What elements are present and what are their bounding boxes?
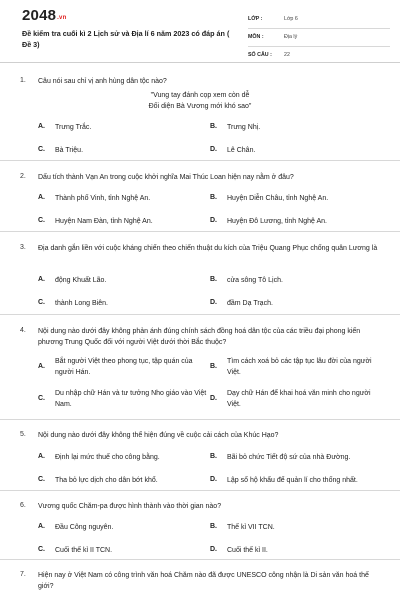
question-text: Dấu tích thành Vạn An trong cuộc khởi nghĩa Mai Thúc Loan hiện nay nằm ở đâu? bbox=[38, 174, 294, 181]
option-text: đầm Dạ Trạch. bbox=[227, 300, 273, 307]
option-text: động Khuất Lão. bbox=[55, 277, 107, 284]
question-number: 1. bbox=[20, 77, 26, 84]
question-6 bbox=[0, 491, 400, 560]
page-title: Đề kiểm tra cuối kì 2 Lịch sử và Địa lí 6 năm 2023 có đáp án ( Đề 3) bbox=[22, 29, 230, 49]
question-2 bbox=[0, 161, 400, 232]
info-row-subject bbox=[248, 29, 390, 47]
option-text: Trưng Nhị. bbox=[227, 124, 261, 131]
question-number: 7. bbox=[20, 571, 26, 578]
option-letter: C. bbox=[38, 476, 45, 483]
info-label: SỐ CÂU : bbox=[248, 52, 272, 58]
option-text: Bà Triệu. bbox=[55, 147, 84, 154]
option-letter: A. bbox=[38, 194, 45, 201]
exam-info-table bbox=[248, 11, 390, 64]
option-text: Lê Chân. bbox=[227, 147, 256, 154]
option-letter: D. bbox=[210, 395, 217, 402]
option-text: thành Long Biên. bbox=[55, 300, 108, 307]
question-number: 4. bbox=[20, 327, 26, 334]
option-letter: C. bbox=[38, 299, 45, 306]
option-text: Cuối thế kỉ II TCN. bbox=[55, 547, 113, 554]
question-text: Hiện nay ở Việt Nam có công trình văn hoá Chăm nào đã được UNESCO công nhận là Di sản văn hoá thế giới? bbox=[38, 572, 369, 590]
quote-line: Đối diện Bà Vương mới khó sao" bbox=[148, 103, 252, 110]
question-3 bbox=[0, 232, 400, 315]
option-letter: C. bbox=[38, 217, 45, 224]
info-label: MÔN : bbox=[248, 34, 264, 40]
info-row-grade bbox=[248, 11, 390, 29]
option-text: Du nhập chữ Hán và tư tưởng Nho giáo vào Việt Nam. bbox=[55, 390, 207, 408]
option-text: Đầu Công nguyên. bbox=[55, 524, 114, 531]
page-header bbox=[0, 0, 400, 63]
question-1 bbox=[0, 62, 400, 161]
option-letter: B. bbox=[210, 194, 217, 201]
question-number: 6. bbox=[20, 502, 26, 509]
question-number: 3. bbox=[20, 244, 26, 251]
logo-suffix: .vn bbox=[57, 15, 67, 21]
option-text: Tìm cách xoá bỏ các tập tục lâu đời của người Việt. bbox=[227, 358, 372, 376]
info-label: LỚP : bbox=[248, 16, 263, 22]
question-text: Câu nói sau chỉ vị anh hùng dân tộc nào? bbox=[38, 78, 167, 85]
option-text: cửa sông Tô Lịch. bbox=[227, 277, 283, 284]
option-text: Lập sổ hộ khẩu để quản lí cho thống nhất. bbox=[227, 477, 358, 484]
option-text: Huyện Đô Lương, tỉnh Nghệ An. bbox=[227, 218, 327, 225]
question-text: Địa danh gắn liền với cuộc kháng chiến theo chiến thuật du kích của Triệu Quang Phục chống quân Lương là bbox=[38, 245, 378, 252]
question-4 bbox=[0, 315, 400, 420]
option-text: Định lại mức thuế cho công bằng. bbox=[55, 454, 160, 461]
question-number: 5. bbox=[20, 431, 26, 438]
question-list bbox=[0, 62, 400, 600]
option-text: Thành phố Vinh, tỉnh Nghệ An. bbox=[55, 195, 151, 202]
option-letter: C. bbox=[38, 546, 45, 553]
option-letter: A. bbox=[38, 523, 45, 530]
option-letter: D. bbox=[210, 217, 217, 224]
option-letter: A. bbox=[38, 363, 45, 370]
question-text: Nội dung nào dưới đây không thể hiện đúng về cuộc cải cách của Khúc Hạo? bbox=[38, 432, 279, 439]
site-logo[interactable] bbox=[22, 7, 66, 24]
logo-text: 2048 bbox=[22, 7, 57, 24]
option-text: Tha bỏ lực dịch cho dân bớt khổ. bbox=[55, 477, 158, 484]
option-text: Bắt người Việt theo phong tục, tập quán của người Hán. bbox=[55, 358, 193, 376]
option-text: Thế kỉ VII TCN. bbox=[227, 524, 275, 531]
question-number: 2. bbox=[20, 173, 26, 180]
option-letter: C. bbox=[38, 395, 45, 402]
option-text: Cuối thế kỉ II. bbox=[227, 547, 268, 554]
option-letter: B. bbox=[210, 123, 217, 130]
option-letter: D. bbox=[210, 546, 217, 553]
option-text: Dạy chữ Hán để khai hoá văn minh cho người Việt. bbox=[227, 390, 371, 408]
question-text: Nội dung nào dưới đây không phản ánh đúng chính sách đồng hoá dân tộc của các triều đại phong kiến phương Trung Quốc đối với người Việt dưới thời Bắc thuộc? bbox=[38, 328, 361, 346]
option-letter: D. bbox=[210, 146, 217, 153]
question-7 bbox=[0, 560, 400, 600]
option-letter: D. bbox=[210, 299, 217, 306]
option-letter: B. bbox=[210, 453, 217, 460]
option-text: Huyện Diễn Châu, tỉnh Nghệ An. bbox=[227, 195, 329, 202]
option-text: Huyện Nam Đàn, tỉnh Nghệ An. bbox=[55, 218, 153, 225]
question-5 bbox=[0, 420, 400, 491]
question-text: Vương quốc Chăm-pa được hình thành vào thời gian nào? bbox=[38, 503, 222, 510]
info-value: Địa lý bbox=[284, 34, 298, 40]
option-letter: D. bbox=[210, 476, 217, 483]
option-letter: B. bbox=[210, 363, 217, 370]
option-letter: A. bbox=[38, 276, 45, 283]
option-text: Bãi bỏ chức Tiết độ sứ của nhà Đường. bbox=[227, 454, 351, 461]
option-letter: A. bbox=[38, 123, 45, 130]
quote-line: "Vung tay đánh cọp xem còn dễ bbox=[150, 92, 250, 99]
option-letter: C. bbox=[38, 146, 45, 153]
info-value: Lớp 6 bbox=[284, 16, 298, 22]
option-text: Trưng Trắc. bbox=[55, 124, 92, 131]
info-value: 22 bbox=[284, 52, 290, 58]
option-letter: A. bbox=[38, 453, 45, 460]
option-letter: B. bbox=[210, 523, 217, 530]
option-letter: B. bbox=[210, 276, 217, 283]
